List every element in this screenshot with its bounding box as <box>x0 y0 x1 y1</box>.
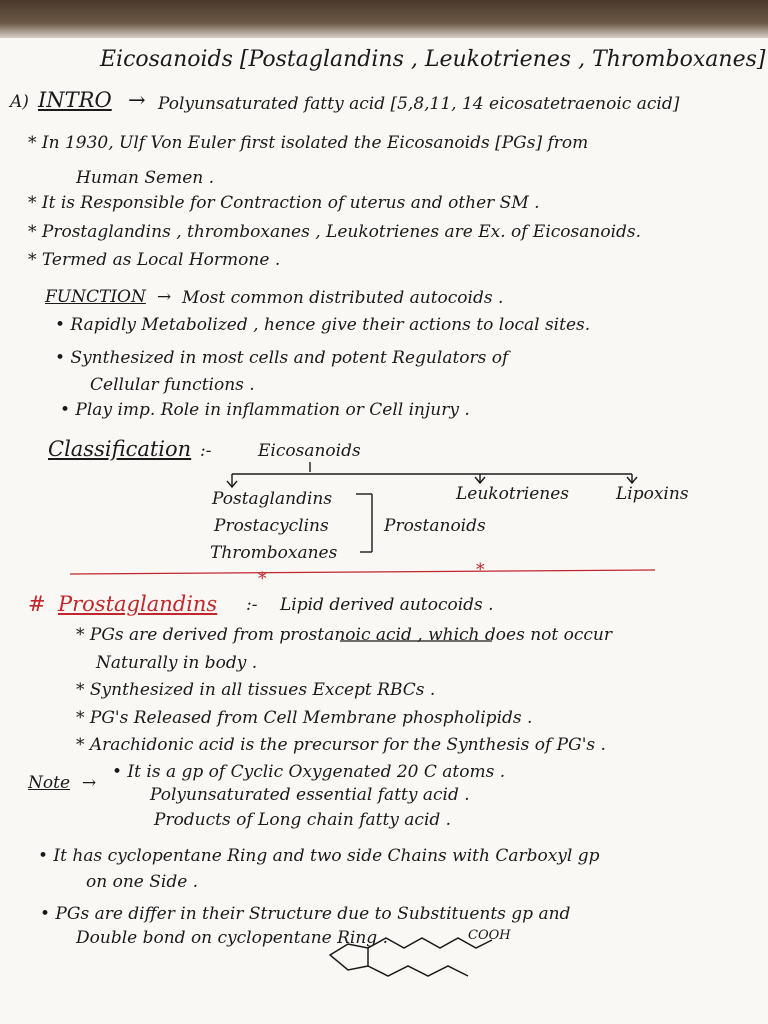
pg-bullet: * PGs are derived from prostanoic acid , which does not occur <box>76 625 612 645</box>
intro-bullet: * It is Responsible for Contraction of uterus and other SM . <box>28 193 540 213</box>
closing-line: Double bond on cyclopentane Ring . <box>76 928 389 948</box>
divider-star: * <box>258 569 267 589</box>
red-divider <box>70 570 655 574</box>
prostanoid-member: Prostacyclins <box>214 516 329 536</box>
closing-line: • It has cyclopentane Ring and two side Chains with Carboxyl gp <box>38 846 600 866</box>
pg-bullet: * PG's Released from Cell Membrane phospholipids . <box>76 708 533 728</box>
intro-bullet: * Termed as Local Hormone . <box>28 250 281 270</box>
function-bullet: • Play imp. Role in inflammation or Cell injury . <box>60 400 470 420</box>
classification-label: Classification <box>48 437 192 461</box>
divider-star: * <box>476 560 485 580</box>
pg-sep: :- <box>246 595 258 615</box>
prostanoid-member: Postaglandins <box>212 489 333 509</box>
pg-bullet: Naturally in body . <box>96 653 258 673</box>
note-line: Polyunsaturated essential fatty acid . <box>150 785 470 805</box>
intro-marker: A) <box>10 92 29 112</box>
closing-line: • PGs are differ in their Structure due to Substituents gp and <box>40 904 571 924</box>
pg-label: Prostaglandins <box>58 592 218 616</box>
intro-label: INTRO <box>38 88 112 112</box>
note-line: • It is a gp of Cyclic Oxygenated 20 C atoms . <box>112 762 506 782</box>
note-label: Note <box>28 773 71 793</box>
pg-hash: # <box>28 592 46 616</box>
intro-arrow: → <box>128 88 146 112</box>
prostanoid-member: Thromboxanes <box>210 543 338 563</box>
page-title: Eicosanoids [Postaglandins , Leukotrienes , Thromboxanes] <box>100 47 766 72</box>
pg-bullet: * Synthesized in all tissues Except RBCs . <box>76 680 436 700</box>
note-arrow: → <box>82 773 97 793</box>
intro-text: Polyunsaturated fatty acid [5,8,11, 14 eicosatetraenoic acid] <box>158 94 680 114</box>
prostaglandin-structure-icon <box>330 938 492 976</box>
closing-line: on one Side . <box>86 872 199 892</box>
classification-sep: :- <box>200 441 212 461</box>
branch-lipoxins: Lipoxins <box>616 484 689 504</box>
function-arrow: → <box>157 287 172 307</box>
intro-bullet: * In 1930, Ulf Von Euler first isolated the Eicosanoids [PGs] from <box>28 133 589 153</box>
pg-bullet: * Arachidonic acid is the precursor for the Synthesis of PG's . <box>76 735 606 755</box>
function-bullet: • Rapidly Metabolized , hence give their actions to local sites. <box>55 315 591 335</box>
cooh-label: COOH <box>468 928 511 943</box>
branch-leukotrienes: Leukotrienes <box>456 484 570 504</box>
classification-tree <box>227 462 637 552</box>
pg-text: Lipid derived autocoids . <box>280 595 494 615</box>
function-label: FUNCTION <box>45 287 146 307</box>
classification-root: Eicosanoids <box>258 441 361 461</box>
intro-bullet: * Prostaglandins , thromboxanes , Leukotrienes are Ex. of Eicosanoids. <box>28 222 642 242</box>
prostanoid-group-label: Prostanoids <box>384 516 486 536</box>
function-text: Most common distributed autocoids . <box>182 288 504 308</box>
function-bullet: Cellular functions . <box>90 375 255 395</box>
function-bullet: • Synthesized in most cells and potent Regulators of <box>55 348 509 368</box>
intro-bullet: Human Semen . <box>76 168 215 188</box>
note-line: Products of Long chain fatty acid . <box>154 810 452 830</box>
